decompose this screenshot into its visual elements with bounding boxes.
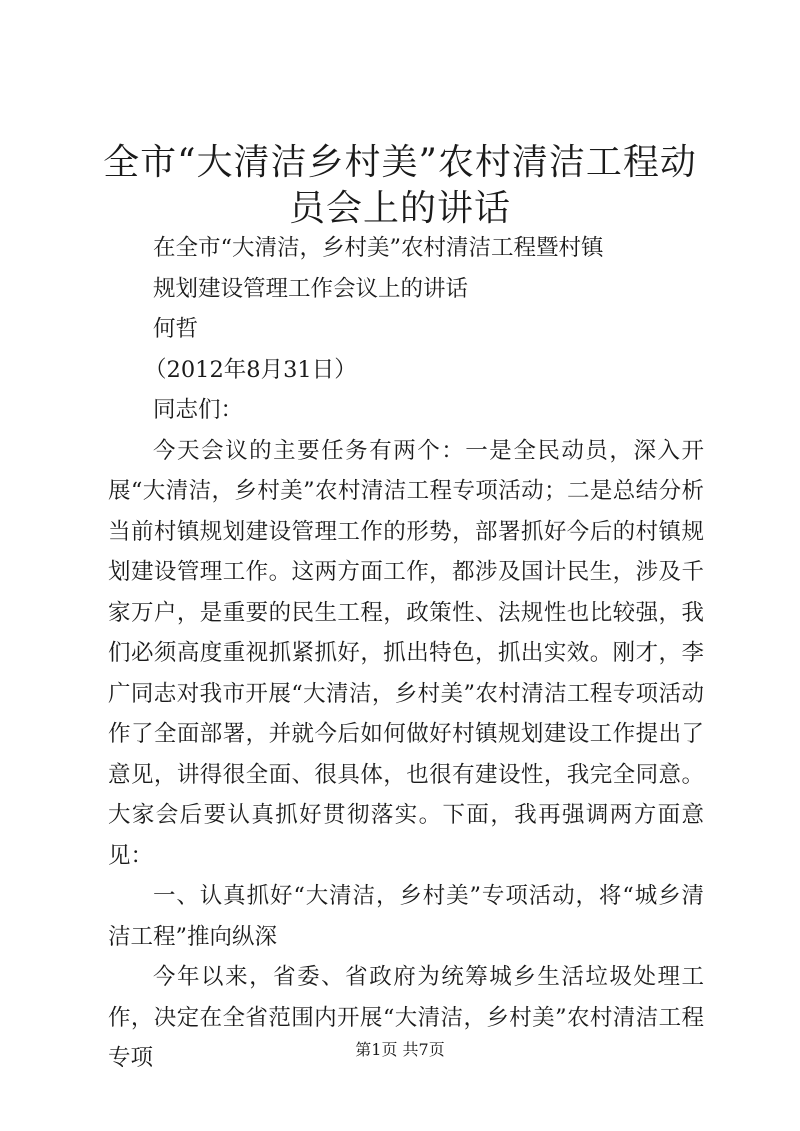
- body-paragraph: 今年以来，省委、省政府为统筹城乡生活垃圾处理工作，决定在全省范围内开展“大清洁，乡村美”农村清洁工程专项: [108, 964, 704, 1071]
- page-number-footer: 第1页 共7页: [355, 1040, 445, 1059]
- salutation: 同志们：: [153, 397, 244, 423]
- section-heading: 一、认真抓好“大清洁，乡村美”专项活动，将“城乡清洁工程”推向纵深: [108, 883, 704, 950]
- subtitle-line-1: 在全市“大清洁，乡村美”农村清洁工程暨村镇: [153, 235, 604, 261]
- speech-date: （2012年8月31日）: [144, 356, 357, 383]
- body-paragraph: 今天会议的主要任务有两个：一是全民动员，深入开展“大清洁，乡村美”农村清洁工程专项活动；二是总结分析当前村镇规划建设管理工作的形势，部署抓好今后的村镇规划建设管理工作。这两方面工作，都涉及国计民生，涉及千家万户，是重要的民生工程，政策性、法规性也比较强，我们必须高度重视抓紧抓好，抓出特色，抓出实效。刚才，李广同志对我市开展“大清洁，乡村美”农村清洁工程专项活动作了全面部署，并就今后如何做好村镇规划建设工作提出了意见，讲得很全面、很具体，也很有建设性，我完全同意。大家会后要认真抓好贯彻落实。下面，我再强调两方面意见：: [108, 437, 704, 869]
- subtitle-line-2: 规划建设管理工作会议上的讲话: [153, 275, 469, 302]
- document-body: [108, 228, 704, 1079]
- speaker-name: 何哲: [153, 316, 199, 342]
- document-title: 全市“大清洁乡村美”农村清洁工程动员会上的讲话: [103, 142, 697, 229]
